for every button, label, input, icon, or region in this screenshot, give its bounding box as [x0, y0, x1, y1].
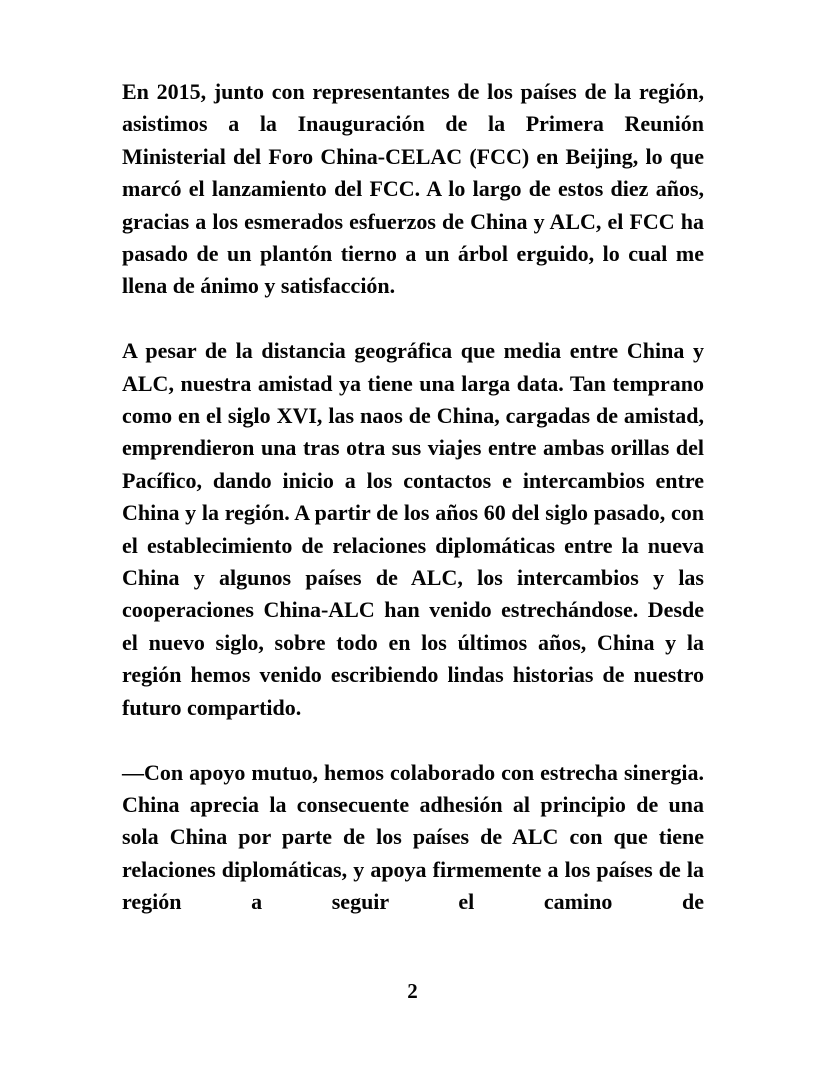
page-number: 2 [407, 979, 418, 1003]
paragraph-1: En 2015, junto con representantes de los países de la región, asistimos a la Inauguración de la Primera Reunión Ministerial del Foro China-CELAC (FCC) en Beijing, lo que marcó el lanzamiento del FCC. A lo largo de estos diez años, gracias a los esmerados esfuerzos de China y ALC, el FCC ha pasado de un plantón tierno a un árbol erguido, lo cual me llena de ánimo y satisfacción. [122, 79, 704, 299]
paragraph-2: A pesar de la distancia geográfica que media entre China y ALC, nuestra amistad ya tiene una larga data. Tan temprano como en el siglo XVI, las naos de China, cargadas de amistad, emprendieron una tras otra sus viajes entre ambas orillas del Pacífico, dando inicio a los contactos e intercambios entre China y la región. A partir de los años 60 del siglo pasado, con el establecimiento de relaciones diplomáticas entre la nueva China y algunos países de ALC, los intercambios y las cooperaciones China-ALC han venido estrechándose. Desde el nuevo siglo, sobre todo en los últimos años, China y la región hemos venido escribiendo lindas historias de nuestro futuro compartido. [122, 338, 704, 720]
body-text [122, 76, 704, 951]
paragraph-3: —Con apoyo mutuo, hemos colaborado con estrecha sinergia. China aprecia la consecuente adhesión al principio de una sola China por parte de los países de ALC con que tiene relaciones diplomáticas, y apoya firmemente a los países de la región a seguir el camino de [122, 759, 704, 915]
